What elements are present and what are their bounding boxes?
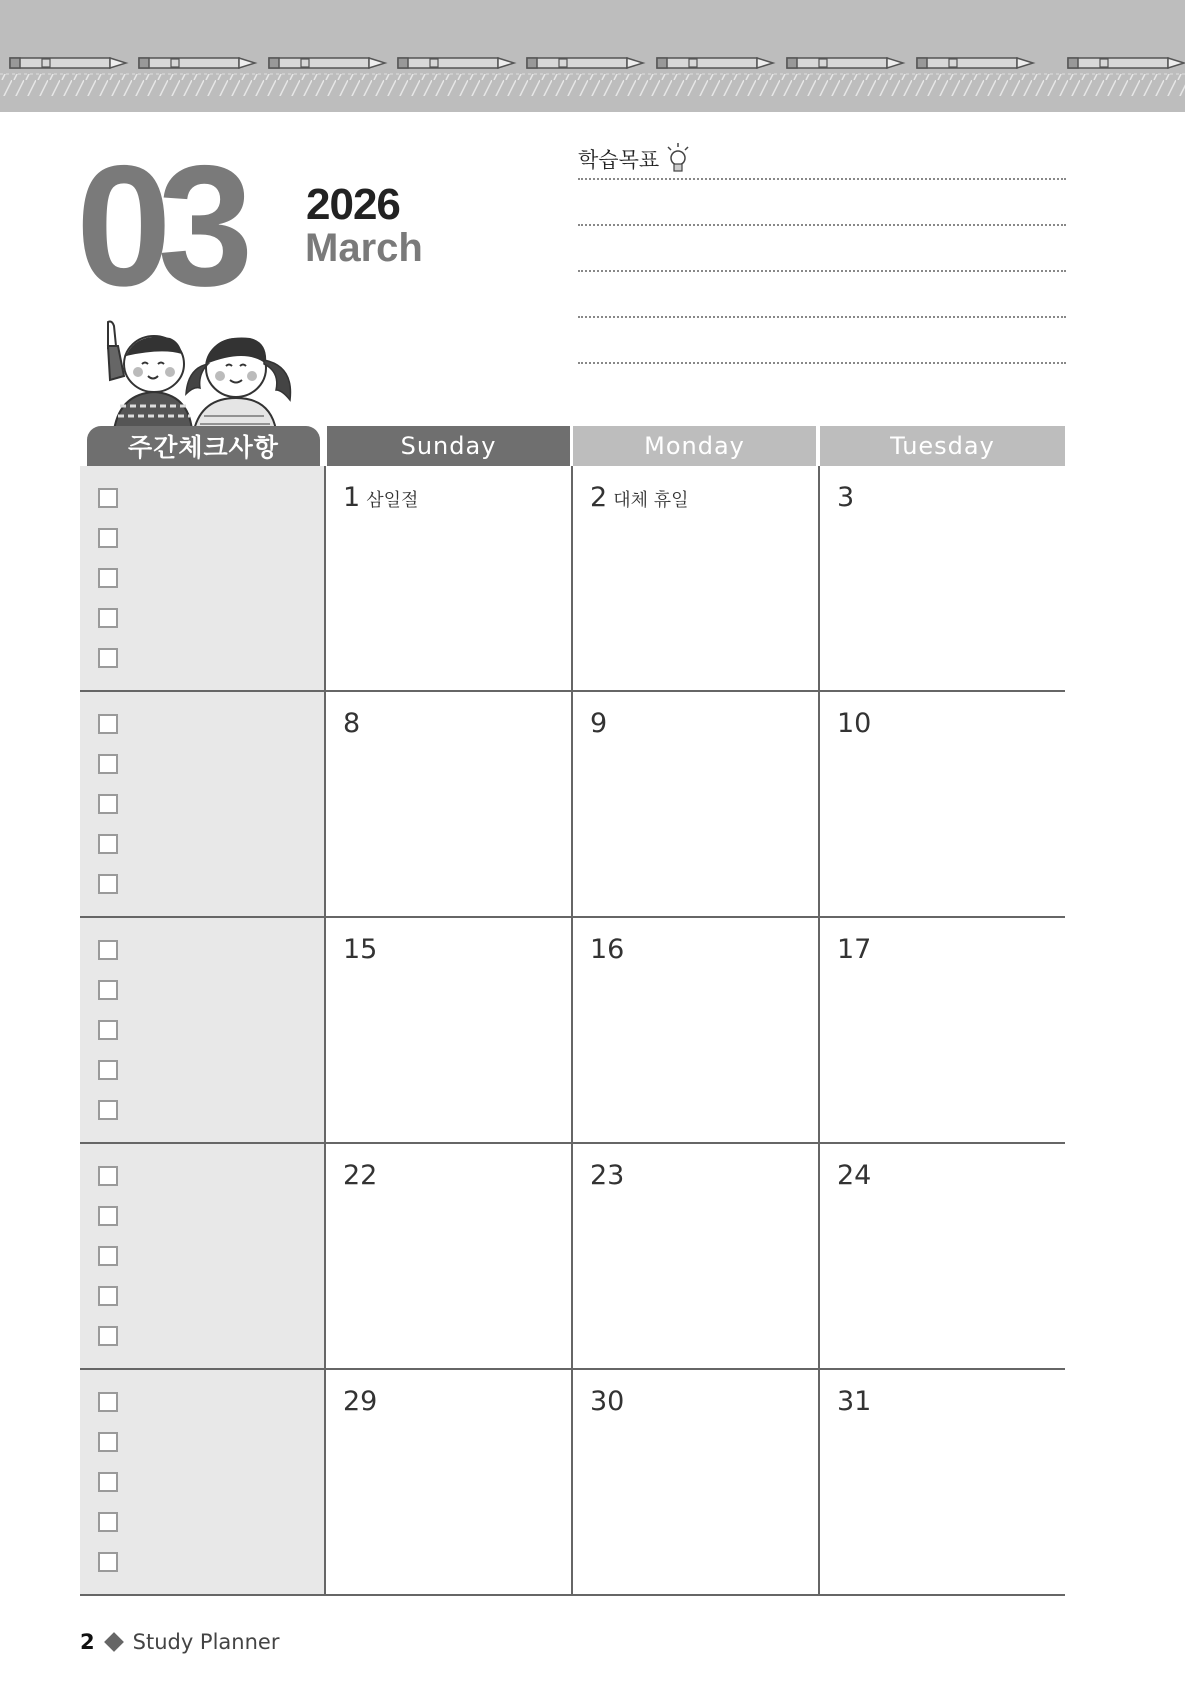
goals-title bbox=[578, 140, 1066, 178]
day-number: 22 bbox=[343, 1160, 378, 1191]
checkbox[interactable] bbox=[98, 1020, 118, 1040]
checkbox[interactable] bbox=[98, 1472, 118, 1492]
diamond-icon bbox=[104, 1632, 124, 1652]
day-number: 1 bbox=[343, 482, 361, 513]
week-row bbox=[80, 1370, 1065, 1596]
weekly-checklist bbox=[80, 1144, 326, 1370]
day-cell-monday[interactable] bbox=[575, 466, 820, 690]
calendar-grid bbox=[80, 466, 1065, 1596]
checkbox[interactable] bbox=[98, 1552, 118, 1572]
day-cell-sunday[interactable] bbox=[328, 1370, 573, 1594]
checkbox[interactable] bbox=[98, 874, 118, 894]
checkbox[interactable] bbox=[98, 648, 118, 668]
day-number: 16 bbox=[590, 934, 625, 965]
day-cell-sunday[interactable] bbox=[328, 1144, 573, 1368]
checkbox[interactable] bbox=[98, 1060, 118, 1080]
page-number: 2 bbox=[80, 1630, 95, 1654]
pencil-border-decoration bbox=[0, 0, 1185, 112]
top-banner bbox=[0, 0, 1185, 112]
day-number: 15 bbox=[343, 934, 378, 965]
checkbox[interactable] bbox=[98, 1392, 118, 1412]
checkbox[interactable] bbox=[98, 714, 118, 734]
day-cell-monday[interactable] bbox=[575, 1144, 820, 1368]
weekly-checklist bbox=[80, 918, 326, 1144]
day-cell-tuesday[interactable] bbox=[822, 692, 1065, 916]
goal-line[interactable] bbox=[578, 224, 1066, 226]
goal-line[interactable] bbox=[578, 316, 1066, 318]
checkbox[interactable] bbox=[98, 568, 118, 588]
day-number: 17 bbox=[837, 934, 872, 965]
day-number: 31 bbox=[837, 1386, 872, 1417]
month-number: 03 bbox=[76, 130, 240, 322]
goal-line[interactable] bbox=[578, 362, 1066, 364]
study-goals bbox=[578, 140, 1066, 178]
checkbox[interactable] bbox=[98, 794, 118, 814]
day-cell-tuesday[interactable] bbox=[822, 918, 1065, 1142]
footer-title: Study Planner bbox=[132, 1630, 280, 1654]
week-row bbox=[80, 466, 1065, 692]
checkbox[interactable] bbox=[98, 1286, 118, 1306]
checkbox[interactable] bbox=[98, 754, 118, 774]
day-cell-monday[interactable] bbox=[575, 918, 820, 1142]
day-cell-tuesday[interactable] bbox=[822, 466, 1065, 690]
week-row bbox=[80, 692, 1065, 918]
goals-title-text: 학습목표 bbox=[578, 148, 660, 172]
holiday-note: 대체 휴일 bbox=[613, 490, 689, 511]
day-cell-tuesday[interactable] bbox=[822, 1370, 1065, 1594]
week-divider bbox=[80, 1594, 1065, 1596]
page-footer bbox=[80, 1630, 279, 1654]
checkbox[interactable] bbox=[98, 488, 118, 508]
day-number: 9 bbox=[590, 708, 608, 739]
checkbox[interactable] bbox=[98, 940, 118, 960]
checkbox[interactable] bbox=[98, 834, 118, 854]
day-number: 3 bbox=[837, 482, 855, 513]
checkbox[interactable] bbox=[98, 1206, 118, 1226]
month-name-label: March bbox=[305, 226, 423, 270]
day-number: 29 bbox=[343, 1386, 378, 1417]
monday-header: Monday bbox=[573, 426, 816, 466]
goal-line[interactable] bbox=[578, 270, 1066, 272]
weekly-checklist bbox=[80, 692, 326, 918]
day-number: 24 bbox=[837, 1160, 872, 1191]
weekly-checklist bbox=[80, 1370, 326, 1596]
kids-illustration bbox=[90, 320, 320, 435]
checkbox[interactable] bbox=[98, 1432, 118, 1452]
checkbox[interactable] bbox=[98, 528, 118, 548]
checkbox[interactable] bbox=[98, 980, 118, 1000]
weekly-check-header: 주간체크사항 bbox=[87, 426, 320, 466]
checkbox[interactable] bbox=[98, 1326, 118, 1346]
holiday-note: 삼일절 bbox=[366, 490, 419, 511]
checkbox[interactable] bbox=[98, 1246, 118, 1266]
day-number: 8 bbox=[343, 708, 361, 739]
week-row bbox=[80, 1144, 1065, 1370]
weekly-checklist bbox=[80, 466, 326, 692]
checkbox[interactable] bbox=[98, 608, 118, 628]
day-number: 10 bbox=[837, 708, 872, 739]
tuesday-header: Tuesday bbox=[820, 426, 1065, 466]
day-cell-sunday[interactable] bbox=[328, 466, 573, 690]
day-number: 30 bbox=[590, 1386, 625, 1417]
lightbulb-icon bbox=[665, 142, 691, 176]
sunday-header: Sunday bbox=[327, 426, 570, 466]
day-cell-sunday[interactable] bbox=[328, 692, 573, 916]
day-cell-monday[interactable] bbox=[575, 692, 820, 916]
checkbox[interactable] bbox=[98, 1166, 118, 1186]
checkbox[interactable] bbox=[98, 1100, 118, 1120]
day-cell-monday[interactable] bbox=[575, 1370, 820, 1594]
goal-line[interactable] bbox=[578, 178, 1066, 180]
week-row bbox=[80, 918, 1065, 1144]
checkbox[interactable] bbox=[98, 1512, 118, 1532]
day-number: 2 bbox=[590, 482, 608, 513]
day-cell-tuesday[interactable] bbox=[822, 1144, 1065, 1368]
day-cell-sunday[interactable] bbox=[328, 918, 573, 1142]
day-number: 23 bbox=[590, 1160, 625, 1191]
year-label: 2026 bbox=[306, 180, 400, 229]
